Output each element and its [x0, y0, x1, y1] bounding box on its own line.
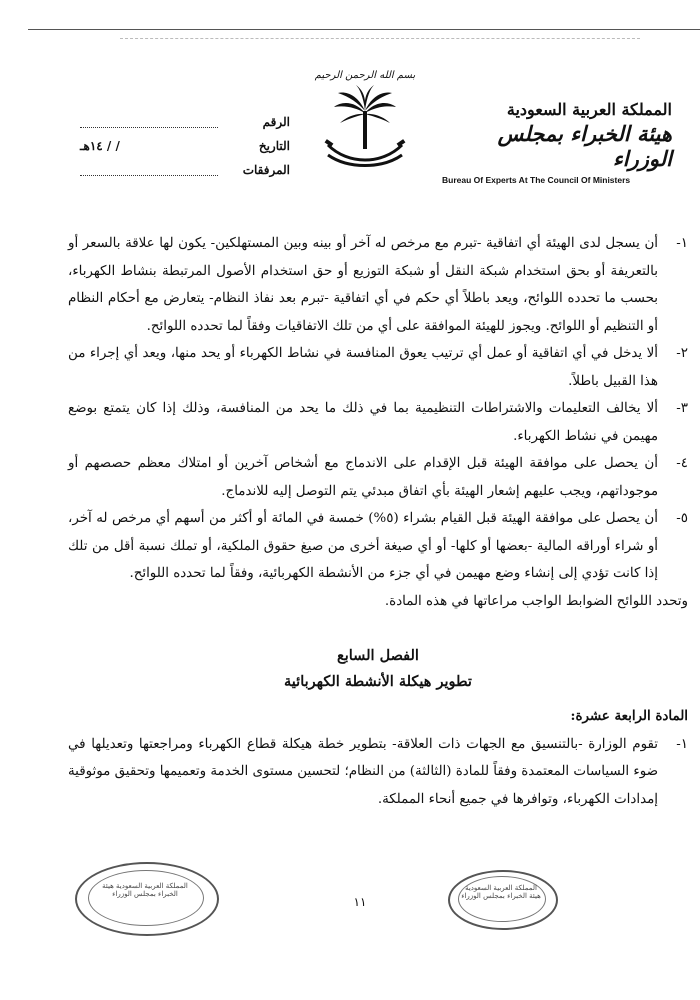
item-text: أن يحصل على موافقة الهيئة قبل القيام بشراء (٥%) خمسة في المائة أو أكثر من أسهم أي مرخص له آخر، أو شراء أوراقه المالية -بعضها أو كلها- أو أي صيغة أخرى من صيغ حقوق الملكية، أو تملك نسبة أقل من تلك إذا كانت تؤدي إلى إنشاء وضع مهيمن في أي جزء من الأنشطة الكهربائية، وفقاً لما تحدده اللوائح.: [68, 511, 658, 581]
item-text: تقوم الوزارة -بالتنسيق مع الجهات ذات العلاقة- بتطوير خطة هيكلة قطاع الكهرباء ومراجعتها وتعديلها في ضوء السياسات المعتمدة وفقاً للمادة (الثالثة) من النظام؛ لتحسين مستوى الخدمة وتعميمها وتحقيق موثوقية إمدادات الكهرباء، وتوافرها في جميع أنحاء المملكة.: [68, 736, 658, 807]
item-number: ١-: [676, 236, 688, 251]
article-title: المادة الرابعة عشرة:: [570, 708, 688, 724]
item-number: ٣-: [676, 401, 688, 416]
item-number: ١-: [676, 736, 688, 752]
palm-swords-emblem-icon: [320, 83, 410, 173]
seal-right-text: المملكة العربية السعودية هيئة الخبراء بمجلس الوزراء: [461, 884, 541, 900]
date-label: التاريخ: [258, 139, 290, 153]
attachments-row: [70, 158, 290, 182]
closing-sentence: وتحدد اللوائح الضوابط الواجب مراعاتها في هذه المادة.: [384, 593, 688, 609]
item-text: ألا يدخل في أي اتفاقية أو عمل أي ترتيب يعوق المنافسة في نشاط الكهرباء أو يحد منها، ويعد أي إجراء من هذا القبيل باطلاً.: [68, 346, 658, 389]
chapter-title: الفصل السابع: [337, 647, 419, 664]
reference-block: [70, 110, 290, 182]
document-body: [68, 230, 688, 813]
bureau-name-en: Bureau Of Experts At The Council Of Ministers: [442, 175, 631, 185]
basmala: بسم الله الرحمن الرحيم: [314, 70, 416, 81]
item-text: أن يسجل لدى الهيئة أي اتفاقية -تبرم مع مرخص له آخر أو بينه وبين المستهلكين- يكون لها علاقة بالسعر أو بالتعريفة أو بحق استخدام شبكة النقل أو شبكة التوزيع أو حق استخدام الأصول المرتبطة بنشاط الكهرباء، بحسب ما تحدده اللوائح، ويعد باطلاً أي حكم في أي اتفاقية -تبرم بعد نفاذ النظام- يتعارض مع أحكام النظام أو التنظيم أو اللوائح. ويجوز للهيئة الموافقة على أي من تلك الاتفاقيات وفقاً لما تحدده اللوائح.: [68, 236, 658, 334]
item-number: ٤-: [676, 456, 688, 471]
list-item: [68, 395, 688, 450]
organization-block: [442, 100, 672, 185]
top-rule-faint: [120, 38, 640, 39]
chapter-subtitle: تطوير هيكلة الأنشطة الكهربائية: [284, 673, 472, 690]
item-number: ٢-: [676, 346, 688, 361]
seal-left-text: المملكة العربية السعودية هيئة الخبراء بمجلس الوزراء: [102, 882, 188, 898]
seal-inner-left: [88, 870, 204, 926]
letterhead: [0, 60, 700, 190]
item-number: ٥-: [676, 511, 688, 526]
emblem: [310, 70, 420, 180]
date-value: / / ١٤هـ: [80, 139, 120, 153]
list-item: [68, 731, 688, 814]
kingdom-name: المملكة العربية السعودية: [506, 100, 672, 119]
ref-label: الرقم: [262, 115, 290, 129]
attachments-label: المرفقات: [242, 163, 290, 177]
item-text: أن يحصل على موافقة الهيئة قبل الإقدام على الاندماج مع أشخاص آخرين أو امتلاك معظم حصصهم أو موجوداتهم، ويجب عليهم إشعار الهيئة بأي اتفاق مبدئي يتم التوصل إليه للاندماج.: [68, 456, 658, 499]
attachments-line: [80, 165, 218, 176]
list-item: [68, 450, 688, 505]
ref-line: [80, 117, 218, 128]
bureau-name: هيئة الخبراء بمجلس الوزراء: [497, 121, 672, 171]
item-text: ألا يخالف التعليمات والاشتراطات التنظيمية بما في ذلك ما يحد من المنافسة، وذلك إذا كان يتمتع بوضع مهيمن في نشاط الكهرباء.: [68, 401, 658, 444]
list-item: [68, 340, 688, 395]
list-item: [68, 505, 688, 588]
list-item: [68, 230, 688, 340]
ref-row: [70, 110, 290, 134]
top-rule: [28, 29, 700, 30]
page-number: ١١: [353, 895, 367, 909]
spacer: [68, 615, 688, 643]
date-row: [70, 134, 290, 158]
